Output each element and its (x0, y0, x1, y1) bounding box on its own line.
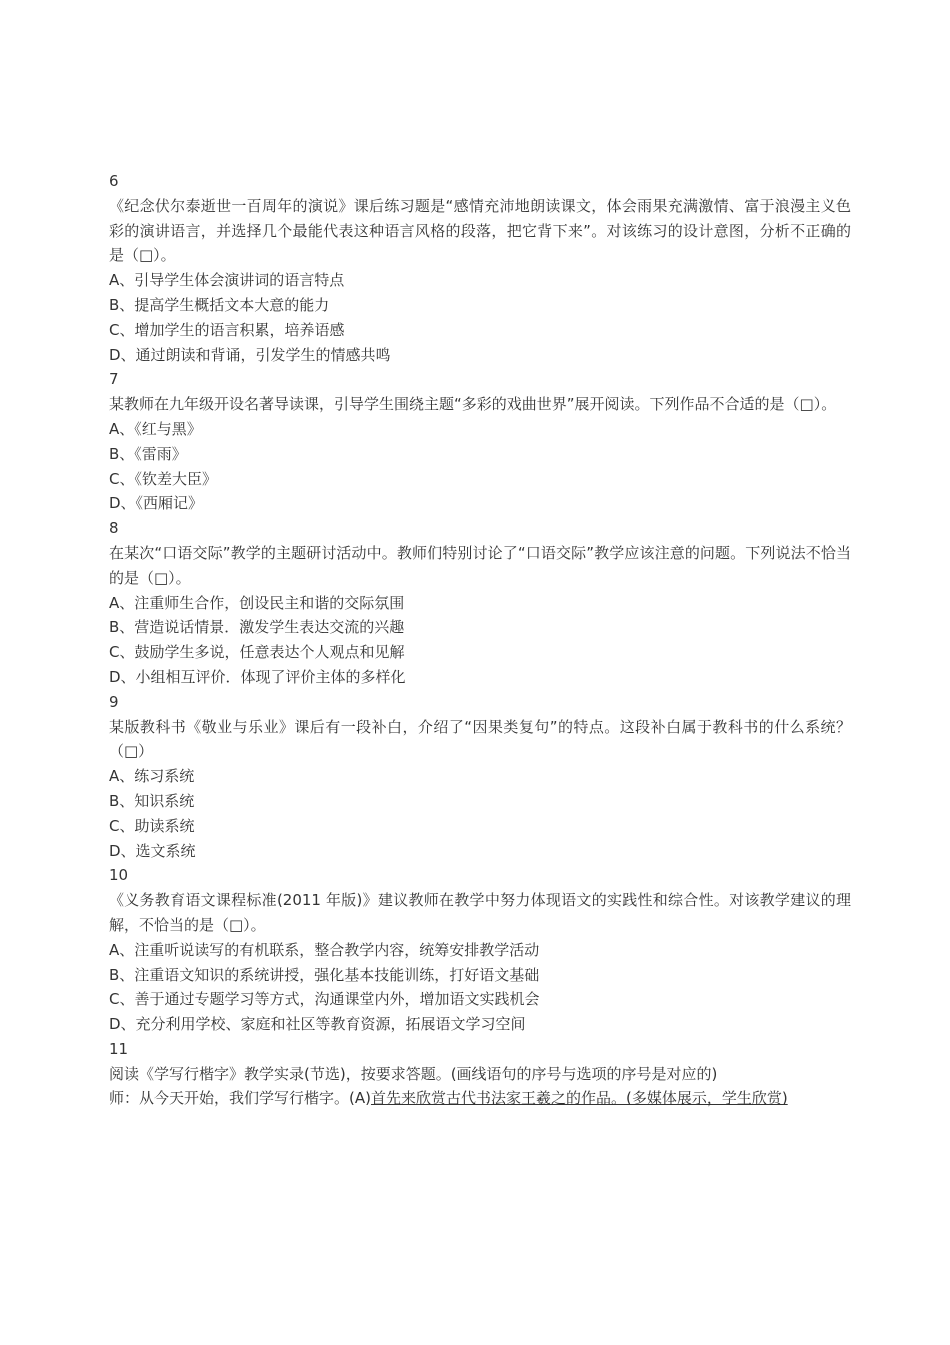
option-b: B、营造说话情景．激发学生表达交流的兴趣 (109, 618, 405, 637)
option-b: B、提高学生概括文本大意的能力 (109, 295, 330, 314)
question-number: 8 (109, 519, 119, 538)
question-number: 9 (109, 692, 119, 711)
option-b: B、知识系统 (109, 791, 195, 810)
option-d: D、《西厢记》 (109, 494, 204, 513)
question-stem: 阅读《学写行楷字》教学实录(节选)，按要求答题。(画线语句的序号与选项的序号是对应的) (109, 1064, 718, 1083)
question-number: 7 (109, 370, 119, 389)
question-8 (109, 516, 851, 690)
option-c: C、鼓励学生多说，任意表达个人观点和见解 (109, 643, 405, 662)
option-c: C、《钦差大臣》 (109, 469, 217, 488)
option-d: D、小组相互评价．体现了评价主体的多样化 (109, 667, 406, 686)
question-7 (109, 367, 851, 516)
question-number: 10 (109, 866, 129, 885)
question-number: 6 (109, 172, 119, 190)
question-stem: 在某次“口语交际”教学的主题研讨活动中。教师们特别讨论了“口语交际”教学应该注意的问题。下列说法不恰当的是（□）。 (109, 543, 851, 587)
option-a: A、练习系统 (109, 767, 195, 786)
question-stem: 《义务教育语文课程标准(2011 年版)》建议教师在教学中努力体现语文的实践性和综合性。对该教学建议的理解，不恰当的是（□）。 (109, 891, 851, 934)
option-d: D、选文系统 (109, 841, 196, 860)
question-number: 11 (109, 1039, 129, 1058)
option-a: A、注重师生合作，创设民主和谐的交际氛围 (109, 593, 405, 612)
option-b: B、注重语文知识的系统讲授，强化基本技能训练，打好语文基础 (109, 965, 540, 984)
option-d: D、充分利用学校、家庭和社区等教育资源，拓展语文学习空间 (109, 1015, 526, 1034)
option-b: B、《雷雨》 (109, 444, 187, 463)
question-stem: 《纪念伏尔泰逝世一百周年的演说》课后练习题是“感情充沛地朗读课文，体会雨果充满激情、富于浪漫主义色彩的演讲语言，并选择几个最能代表这种语言风格的段落，把它背下来”。对该练习的设计意图，分析不正确的是（□）。 (109, 196, 851, 265)
transcript-prefix: 师：从今天开始，我们学写行楷字。(A) (109, 1089, 371, 1108)
question-10 (109, 863, 851, 1037)
question-6 (109, 169, 851, 367)
option-a: A、注重听说读写的有机联系，整合教学内容，统筹安排教学活动 (109, 940, 540, 959)
question-11 (109, 1037, 851, 1111)
option-c: C、善于通过专题学习等方式，沟通课堂内外，增加语文实践机会 (109, 990, 540, 1009)
option-c: C、助读系统 (109, 816, 195, 835)
option-d: D、通过朗读和背诵，引发学生的情感共鸣 (109, 345, 391, 364)
question-stem: 某教师在九年级开设名著导读课，引导学生围绕主题“多彩的戏曲世界”展开阅读。下列作品不合适的是（□）。 (109, 395, 837, 414)
question-9 (109, 690, 851, 864)
option-a: A、引导学生体会演讲词的语言特点 (109, 271, 345, 290)
question-stem: 某版教科书《敬业与乐业》课后有一段补白，介绍了“因果类复句”的特点。这段补白属于教科书的什么系统？（□） (109, 717, 851, 761)
option-a: A、《红与黑》 (109, 419, 202, 438)
underlined-sentence: 首先来欣赏古代书法家王羲之的作品。(多媒体展示，学生欣赏) (370, 1089, 788, 1108)
teaching-transcript-line (109, 1086, 851, 1111)
option-c: C、增加学生的语言积累，培养语感 (109, 320, 345, 339)
exam-page (109, 169, 851, 1111)
